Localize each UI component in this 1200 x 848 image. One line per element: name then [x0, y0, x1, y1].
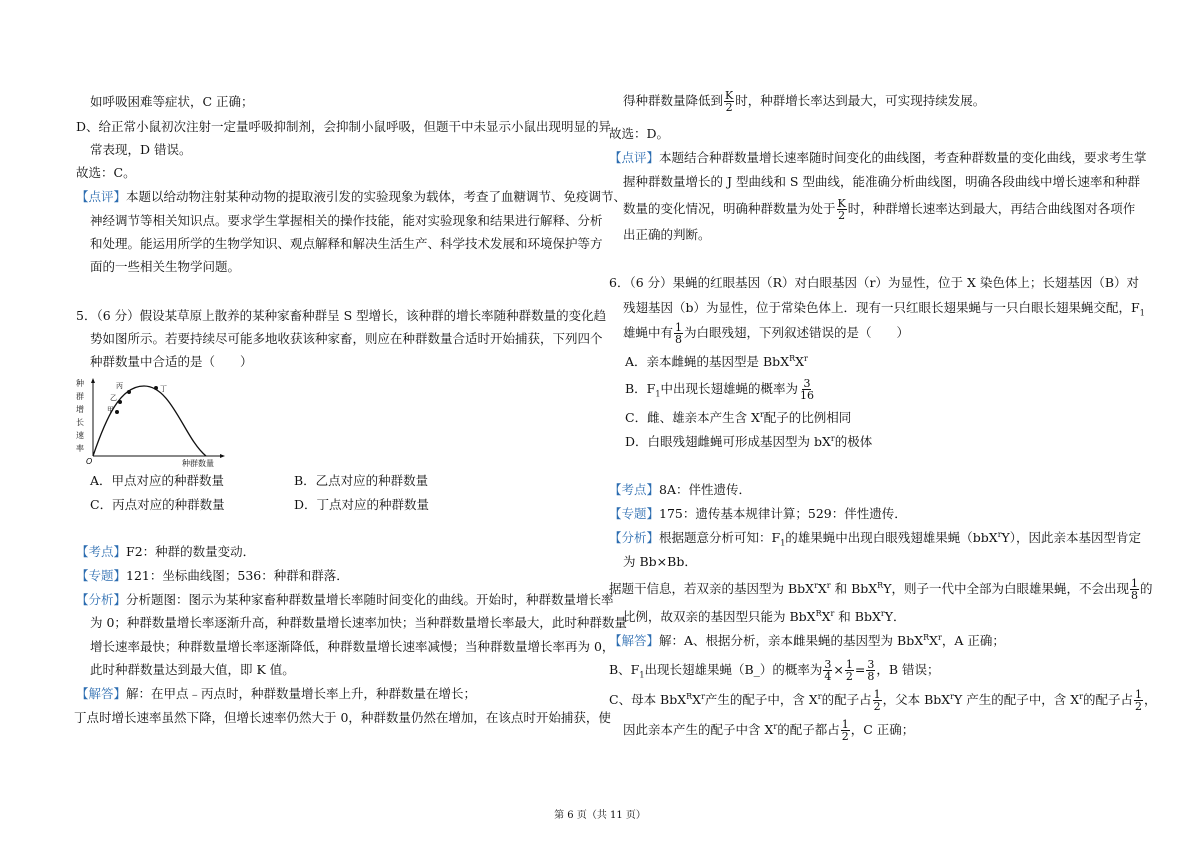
superscript: r: [1079, 691, 1083, 701]
frac-den: 8: [1130, 589, 1138, 602]
frac-den: 2: [873, 700, 881, 713]
superscript: r: [804, 353, 808, 363]
text-span: 的极体: [834, 434, 873, 449]
y-axis-label-char: 增: [76, 405, 84, 414]
text-span: 8A：伴性遗传．: [659, 482, 751, 497]
text-span: =: [854, 662, 866, 677]
jieda-tag: 【解答】: [609, 633, 660, 648]
text-span: C、母本 BbX: [609, 692, 687, 707]
subscript: 1: [655, 389, 661, 399]
superscript: r: [759, 409, 764, 419]
text-span: 产生的配子中，含 X: [704, 692, 818, 707]
zhuanti-line: [609, 504, 907, 524]
text-span: ，C 正确；: [850, 722, 915, 737]
comment-line: [609, 148, 1147, 168]
subscript: 1: [780, 538, 786, 548]
text-span: 的配子占: [821, 692, 872, 707]
frac-den: 2: [845, 670, 853, 683]
fenxi-tag: 【分析】: [76, 592, 127, 607]
page-footer: 第 6 页（共 11 页）: [554, 810, 646, 821]
text-span: X: [929, 633, 939, 648]
option-b: B．乙点对应的种群数量: [294, 473, 429, 488]
superscript: r: [701, 691, 705, 701]
text-span: Y，则子一代中全部为白眼雄果蝇，不会出现: [883, 581, 1129, 596]
jieda-tag: 【解答】: [76, 686, 127, 701]
y-axis-label-char: 群: [76, 392, 84, 401]
point-label-ding: 丁: [160, 385, 167, 393]
text-span: Y．: [884, 609, 906, 624]
frac-den: 2: [838, 209, 846, 222]
fraction: [845, 659, 854, 682]
text-line: 如呼吸困难等症状，C 正确；: [90, 94, 254, 109]
growth-rate-curve-figure: [76, 378, 246, 468]
text-span: 和 BbX: [834, 609, 881, 624]
superscript: r: [938, 632, 942, 642]
fraction: [1134, 689, 1143, 712]
text-span: 根据题意分析可知：F: [659, 530, 781, 545]
fraction: [1130, 578, 1139, 601]
option-a: [625, 352, 808, 372]
text-span: 本题以给动物注射某种动物的提取液引发的实验现象为载体，考查了血糖调节、免疫调节、: [126, 189, 627, 204]
origin-label: O: [86, 457, 93, 466]
point-jia: [115, 410, 119, 414]
subscript: 1: [639, 670, 645, 680]
subscript: 1: [1139, 308, 1145, 318]
point-bing: [127, 390, 131, 394]
superscript: r: [830, 608, 835, 618]
text-span: ，父本 BbX: [882, 692, 951, 707]
text-span: 数量的变化情况，明确种群数量为处于: [623, 201, 836, 216]
text-line: 此时种群数量达到最大值，即 K 值。: [90, 662, 295, 677]
y-axis-arrow: [91, 378, 95, 383]
superscript: r: [997, 529, 1002, 539]
text-span: 得种群数量降低到: [623, 93, 724, 108]
point-label-jia: 甲: [107, 406, 114, 414]
jieda-line: [609, 631, 1005, 651]
text-span: X: [795, 354, 805, 369]
question-6-line: 6．（6 分）果蝇的红眼基因（R）对白眼基因（r）为显性，位于 X 染色体上；长翅基因（B）对: [609, 275, 1140, 290]
text-span: 解：A、根据分析，亲本雌果蝇的基因型为 BbX: [659, 633, 924, 648]
option-a: A．甲点对应的种群数量: [90, 473, 225, 488]
text-span: C．雌、雄亲本产生含 X: [625, 410, 760, 425]
text-line: [623, 607, 905, 627]
text-span: 的配子占: [1082, 692, 1133, 707]
text-line: 常表现，D 错误。: [90, 142, 192, 157]
text-span: 出现长翅雄果蝇（B_）的概率为: [644, 662, 823, 677]
zhuanti-tag: 【专题】: [609, 506, 660, 521]
text-span: 为白眼残翅，下列叙述错误的是（ ）: [684, 325, 910, 340]
point-ding: [154, 386, 158, 390]
frac-num: 1: [841, 718, 849, 731]
kaodian-tag: 【考点】: [76, 544, 127, 559]
fraction: [724, 90, 734, 113]
comment-line: [76, 187, 626, 207]
superscript: r: [880, 608, 885, 618]
text-span: B、F: [609, 662, 640, 677]
text-line: [609, 659, 940, 682]
text-line: 故选：D。: [609, 126, 670, 141]
fraction: [866, 659, 875, 682]
text-line: [609, 578, 1152, 601]
option-d: D．丁点对应的种群数量: [294, 497, 430, 512]
text-span: 分析题图：图示为某种家畜种群数量增长率随时间变化的曲线。开始时，种群数量增长率: [126, 592, 614, 607]
superscript: r: [950, 691, 954, 701]
text-span: 的: [1139, 581, 1153, 596]
kaodian-line: [609, 480, 751, 500]
text-line: [623, 198, 1135, 221]
fraction: [823, 659, 832, 682]
text-line: 增长速率最快；种群数量增长率逐渐降低，种群数量增长速率减慢；当种群数量增长率再为 0，: [90, 639, 615, 654]
text-span: X: [817, 581, 827, 596]
question-6-line: [623, 298, 1145, 318]
text-span: ，A 正确；: [941, 633, 1005, 648]
question-5-line: 种群数量中合适的是（ ）: [90, 354, 253, 369]
x-axis-arrow: [220, 454, 225, 458]
text-span: X: [692, 692, 702, 707]
text-span: 175：遗传基本规律计算；529：伴性遗传．: [659, 506, 907, 521]
fraction: [873, 689, 882, 712]
option-c: [625, 408, 851, 428]
frac-num: 3: [867, 658, 875, 671]
jieda-line: [76, 684, 476, 704]
text-span: X: [821, 609, 831, 624]
frac-num: 1: [845, 658, 853, 671]
text-line: 故选：C。: [76, 165, 136, 180]
fraction: [799, 378, 815, 401]
text-line: 为 Bb×Bb．: [623, 554, 697, 569]
text-span: 雄蝇中有: [623, 325, 674, 340]
fenxi-tag: 【分析】: [609, 530, 660, 545]
y-axis-label-char: 率: [76, 444, 84, 453]
option-c: C．丙点对应的种群数量: [90, 497, 225, 512]
superscript: R: [815, 608, 822, 618]
question-6-line: [623, 322, 909, 345]
text-span: 时，种群增长速率达到最大，再结合曲线图对各项作: [847, 201, 1136, 216]
comment-tag: 【点评】: [76, 189, 127, 204]
x-axis-label: 种群数量: [182, 459, 214, 468]
text-span: Y），因此亲本基因型肯定: [1001, 530, 1142, 545]
y-axis-label-char: 速: [76, 431, 84, 440]
superscript: r: [817, 691, 822, 701]
point-label-bing: 丙: [116, 382, 123, 390]
text-line: D、给正常小鼠初次注射一定量呼吸抑制剂，会抑制小鼠呼吸，但题干中未显示小鼠出现明显的异: [76, 119, 612, 134]
text-line: 面的一些相关生物学问题。: [90, 259, 241, 274]
superscript: R: [686, 691, 693, 701]
text-line: [623, 719, 914, 742]
text-span: 据题干信息，若双亲的基因型为 BbX: [609, 581, 815, 596]
option-d: [625, 432, 872, 452]
text-span: F2：种群的数量变动．: [126, 544, 256, 559]
text-span: 时，种群增长率达到最大，可实现持续发展。: [735, 93, 986, 108]
comment-tag: 【点评】: [609, 150, 660, 165]
superscript: r: [773, 721, 778, 731]
zhuanti-tag: 【专题】: [76, 568, 127, 583]
text-span: Y 产生的配子中，含 X: [954, 692, 1080, 707]
text-line: [623, 90, 985, 113]
frac-den: 2: [725, 101, 733, 114]
superscript: R: [923, 632, 930, 642]
text-span: ，B 错误；: [876, 662, 940, 677]
option-b: [625, 378, 816, 401]
text-line: 出正确的判断。: [623, 227, 711, 242]
fenxi-line: [609, 528, 1141, 548]
text-span: 配子的比例相同: [763, 410, 852, 425]
text-span: ，: [1143, 692, 1157, 707]
superscript: R: [877, 580, 884, 590]
text-span: 因此亲本产生的配子中含 X: [623, 722, 774, 737]
frac-den: 8: [675, 333, 683, 346]
frac-den: 4: [824, 670, 832, 683]
y-axis-label-char: 种: [76, 379, 84, 388]
zhuanti-line: [76, 566, 349, 586]
text-line: 握种群数量增长的 J 型曲线和 S 型曲线，能准确分析曲线图，明确各段曲线中增长速率和种群: [623, 174, 1140, 189]
text-span: B．F: [625, 381, 656, 396]
y-axis-label-char: 长: [76, 418, 84, 427]
text-span: 本题结合种群数量增长速率随时间变化的曲线图，考查种群数量的变化曲线，要求考生掌: [659, 150, 1147, 165]
text-span: 残翅基因（b）为显性，位于常染色体上．现有一只红眼长翅果蝇与一只白眼长翅果蝇交配，F: [623, 300, 1140, 315]
superscript: r: [826, 580, 831, 590]
text-line: 和处理。能运用所学的生物学知识、观点解释和解决生活生产、科学技术发展和环境保护等方: [90, 236, 603, 251]
text-span: 解：在甲点﹣丙点时，种群数量增长率上升，种群数量在增长；: [126, 686, 477, 701]
question-5-line: 势如图所示。若要持续尽可能多地收获该种家畜，则应在种群数量合适时开始捕获，下列四个: [90, 331, 603, 346]
frac-num: 1: [1134, 688, 1142, 701]
point-label-yi: 乙: [110, 394, 117, 402]
text-span: 和 BbX: [830, 581, 878, 596]
question-5-line: 5．（6 分）假设某草原上散养的某种家畜种群呈 S 型增长，该种群的增长率随种群数量的变化趋: [76, 308, 607, 323]
frac-den: 2: [841, 730, 849, 743]
text-line: 为 0；种群数量增长率逐渐升高，种群数量增长速率加快；当种群数量增长率最大，此时种群数量: [90, 615, 627, 630]
text-line: 神经调节等相关知识点。要求学生掌握相关的操作技能，能对实验现象和结果进行解释、分析: [90, 213, 603, 228]
text-span: A．亲本雌蝇的基因型是 BbX: [625, 354, 790, 369]
text-span: 中出现长翅雄蝇的概率为: [660, 381, 798, 396]
text-span: 的雄果蝇中出现白眼残翅雄果蝇（bbX: [785, 530, 998, 545]
text-span: ×: [833, 662, 844, 677]
text-line: 丁点时增长速率虽然下降，但增长速率仍然大于 0，种群数量仍然在增加，在该点时开始捕获，使: [74, 710, 611, 725]
fenxi-line: [76, 590, 614, 610]
frac-num: 3: [824, 658, 832, 671]
frac-num: 1: [1130, 577, 1138, 590]
superscript: R: [789, 353, 796, 363]
frac-num: K: [837, 197, 846, 210]
text-line: [609, 689, 1156, 712]
fraction: [837, 198, 847, 221]
frac-num: 1: [873, 688, 881, 701]
frac-den: 2: [1134, 700, 1142, 713]
frac-den: 16: [799, 389, 814, 402]
text-span: D．白眼残翅雌蝇可形成基因型为 bX: [625, 434, 831, 449]
superscript: r: [814, 580, 818, 590]
superscript: r: [830, 433, 835, 443]
frac-num: 1: [675, 321, 683, 334]
frac-num: 3: [803, 377, 811, 390]
text-span: 的配子都占: [777, 722, 840, 737]
fraction: [674, 322, 683, 345]
point-yi: [118, 400, 122, 404]
kaodian-line: [76, 542, 255, 562]
kaodian-tag: 【考点】: [609, 482, 660, 497]
frac-num: K: [725, 89, 734, 102]
text-span: 121：坐标曲线图；536：种群和群落．: [126, 568, 349, 583]
fraction: [841, 719, 850, 742]
frac-den: 8: [867, 670, 875, 683]
text-span: 比例，故双亲的基因型只能为 BbX: [623, 609, 816, 624]
